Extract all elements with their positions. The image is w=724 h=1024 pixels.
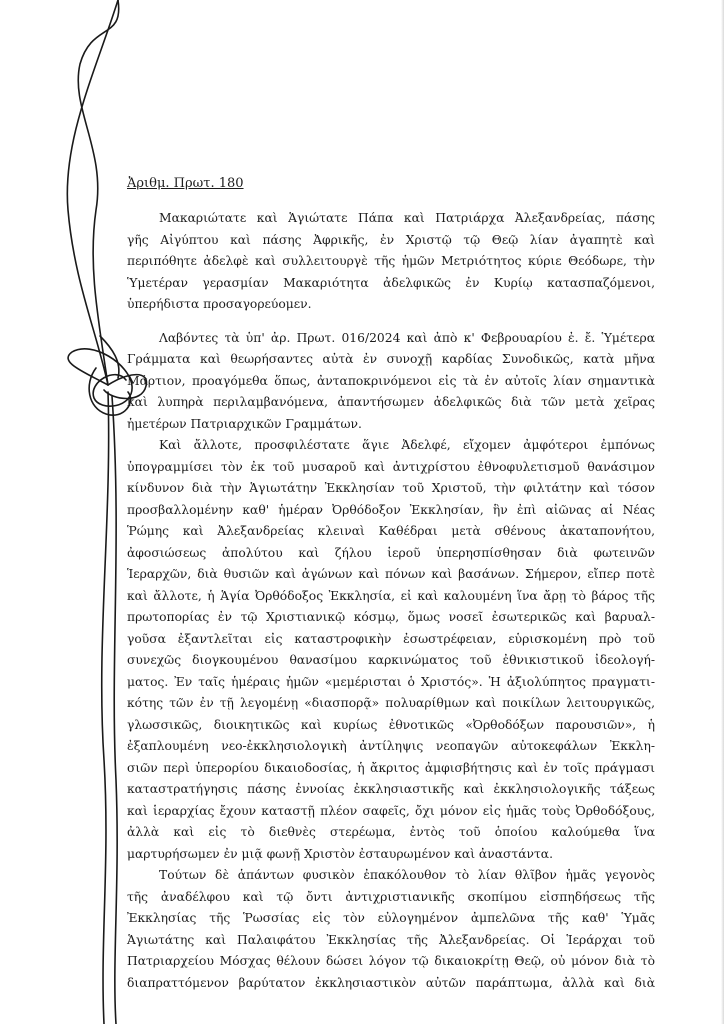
- text-line: καὶ ἱεραρχίας ἔχουν καταστῇ πλέον σαφεῖς, ὄχι μόνον εἰς ἡμᾶς τοὺς Ὀρθοδόξους,: [127, 803, 655, 818]
- text-line: μαρτυρήσωμεν ἐν μιᾷ φωνῇ Χριστὸν ἐσταυρωμένον καὶ ἀναστάντα.: [127, 846, 554, 861]
- text-line: γλωσσικῶς, διοικητικῶς καὶ κυρίως ἐθνοτικῶς «Ὀρθοδόξων παρουσιῶν», ἡ: [127, 717, 655, 732]
- text-line: διαπραττόμενον βαρύτατον ἐκκλησιαστικὸν αὐτῶν παράπτωμα, ἀλλὰ καὶ διὰ: [127, 975, 655, 990]
- text-line: Ἐκκλησίας τῆς Ῥωσσίας εἰς τὸν εὐλογημένον ἀμπελῶνα τῆς καθ' Ὑμᾶς: [127, 911, 655, 925]
- text-line: ἀλλὰ καὶ εἰς τὸ διεθνὲς στερέωμα, ἐντὸς τοῦ ὁποίου καλούμεθα ἵνα: [127, 825, 655, 839]
- text-line: Καὶ ἄλλοτε, προσφιλέστατε ἅγιε Ἀδελφέ, εἴχομεν ἀμφότεροι ἐμπόνως: [159, 438, 655, 452]
- body-paragraph: [127, 865, 655, 994]
- letter-body: [127, 208, 655, 994]
- text-line: Ὑμετέραν γερασμίαν Μακαριότητα ἀδελφικῶς ἐν Κυρίῳ κατασπαζόμενοι,: [127, 275, 655, 290]
- text-line: Μακαριώτατε καὶ Ἁγιώτατε Πάπα καὶ Πατριάρχα Ἀλεξανδρείας, πάσης: [159, 211, 655, 225]
- salutation-paragraph: [127, 208, 655, 316]
- text-line: γοῦσα ἐξαντλεῖται εἰς καταστροφικὴν ἐσωστρέφειαν, εὑρισκομένη πρὸ τοῦ: [127, 631, 655, 646]
- text-line: σιῶν περὶ ὑπερορίου δικαιοδοσίας, ἡ ἄκριτος ἀμφισβήτησις καὶ ἐν τοῖς πράγμασι: [127, 760, 655, 775]
- text-line: Πατριαρχείου Μόσχας θέλουν δώσει λόγον τῷ δικαιοκρίτῃ Θεῷ, οὐ μόνον διὰ τὸ: [127, 954, 655, 968]
- text-line: κότης τῶν ἐν τῇ λεγομένῃ «διασπορᾷ» πολυαρίθμων καὶ ποικίλων λειτουργικῶς,: [127, 696, 655, 710]
- text-line: Ἱεραρχῶν, διὰ θυσιῶν καὶ ἀγώνων καὶ πόνων καὶ βασάνων. Σήμερον, εἴπερ ποτὲ: [127, 567, 655, 581]
- text-line: περιπόθητε ἀδελφὲ καὶ συλλειτουργὲ τῆς ἡμῶν Μετριότητος κύριε Θεόδωρε, τὴν: [127, 254, 655, 268]
- text-line: Ῥώμης καὶ Ἀλεξανδρείας κλειναὶ Καθέδραι μετὰ σθένους ἀκαταπονήτου,: [127, 524, 655, 538]
- paragraph-gap: [127, 316, 655, 328]
- text-line: καταστρατήγησις πάσης ἐννοίας ἐκκλησιαστικῆς καὶ ἐκκλησιολογικῆς τάξεως: [127, 782, 655, 796]
- text-line: τῆς ἀναδέλφου καὶ τῷ ὄντι ἀντιχριστιανικῆς σκοπίμου εἰσπηδήσεως τῆς: [127, 889, 655, 904]
- protocol-number: Ἀριθμ. Πρωτ. 180: [127, 176, 244, 191]
- text-line: καὶ λυπηρὰ περιλαμβανόμενα, ἀπαντήσωμεν ἀδελφικῶς διὰ τῶν μετὰ χεῖρας: [127, 395, 655, 409]
- body-paragraph: [127, 435, 655, 865]
- text-line: Γράμματα καὶ θεωρήσαντες αὐτὰ ἐν συνοχῇ καρδίας Συνοδικῶς, κατὰ μῆνα: [127, 352, 655, 366]
- body-paragraph: [127, 328, 655, 436]
- text-line: κίνδυνον διὰ τὴν Ἁγιωτάτην Ἐκκλησίαν τοῦ Χριστοῦ, τὴν φιλτάτην καὶ τόσον: [127, 481, 655, 495]
- text-line: Ἁγιωτάτης καὶ Παλαιφάτου Ἐκκλησίας τῆς Ἀλεξανδρείας. Οἱ Ἱεράρχαι τοῦ: [127, 932, 655, 947]
- text-line: συνεχῶς διογκουμένου θανασίμου καρκινώματος τοῦ ἐθνικιστικοῦ ἰδεολογή-: [127, 653, 655, 667]
- text-line: ἀφοσιώσεως ἀπολύτου καὶ ζήλου ἱεροῦ ὑπερησπίσθησαν διὰ φωτεινῶν: [127, 545, 655, 560]
- text-line: πρωτοπορίας ἐν τῷ Χριστιανικῷ κόσμῳ, ὅμως νοσεῖ ἐσωτερικῶς καὶ βαρυαλ-: [127, 610, 655, 624]
- text-line: ματος. Ἐν ταῖς ἡμέραις ἡμῶν «μεμέρισται ὁ Χριστός». Ἡ ἀξιολύπητος πραγματι-: [127, 674, 655, 689]
- text-line: προσβαλλομένην καθ' ἡμέραν Ὀρθόδοξον Ἐκκλησίαν, ἣν ἐπὶ αἰῶνας αἱ Νέας: [127, 502, 655, 517]
- text-line: ἐξαπλουμένη νεο-ἐκκλησιολογικὴ ἀντίληψις νεοπαγῶν αὐτοκεφάλων Ἐκκλη-: [127, 739, 655, 753]
- text-line: ἡμετέρων Πατριαρχικῶν Γραμμάτων.: [127, 416, 362, 431]
- text-line: γῆς Αἰγύπτου καὶ πάσης Ἀφρικῆς, ἐν Χριστῷ τῷ Θεῷ λίαν ἀγαπητὲ καὶ: [127, 232, 655, 247]
- text-line: Λαβόντες τὰ ὑπ' ἀρ. Πρωτ. 016/2024 καὶ ἀπὸ κ' Φεβρουαρίου ἐ. ἔ. Ὑμέτερα: [159, 330, 655, 345]
- text-line: ὑπογραμμίσει τὸν ἐκ τοῦ μυσαροῦ καὶ ἀντιχρίστου ἐθνοφυλετισμοῦ θανάσιμον: [127, 459, 655, 474]
- text-line: ὑπερήδιστα προσαγορεύομεν.: [127, 297, 312, 311]
- text-line: καὶ ἄλλοτε, ἡ Ἁγία Ὀρθόδοξος Ἐκκλησία, εἰ καὶ καλουμένη ἵνα ἄρῃ τὸ βάρος τῆς: [127, 588, 655, 603]
- text-line: Τούτων δὲ ἁπάντων φυσικὸν ἐπακόλουθον τὸ λίαν θλῖβον ἡμᾶς γεγονὸς: [159, 868, 655, 882]
- text-line: Μάρτιον, προαγόμεθα ὅπως, ἀνταποκρινόμενοι εἰς τὰ ἐν αὐτοῖς λίαν σημαντικὰ: [127, 373, 655, 388]
